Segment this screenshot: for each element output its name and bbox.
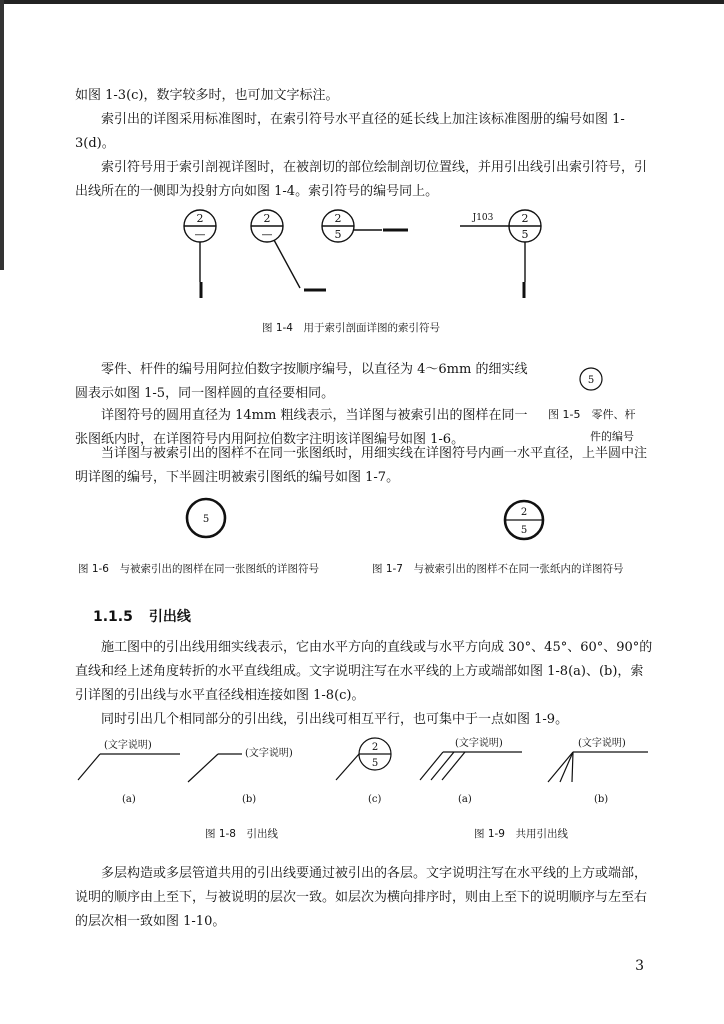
fig14-book-code: J103 [472, 213, 494, 223]
fig18-sub-b: (b) [242, 794, 257, 805]
figure-1-8-caption: 图 1-8 引出线 [205, 828, 278, 840]
paragraph-2: 索引出的详图采用标准图时，在索引符号水平直径的延长线上加注该标准图册的编号如图 1-3(d)。 [75, 112, 625, 151]
fig19-sub-b: (b) [594, 794, 609, 805]
fig18-sub-a: (a) [122, 794, 136, 805]
fig15-num: 5 [587, 375, 595, 386]
fig14-num-3b: 5 [334, 228, 342, 241]
fig18-b-label: (文字说明) [245, 748, 293, 759]
scan-left-border [0, 0, 4, 270]
figure-1-4 [170, 200, 570, 310]
section-number: 1.1.5 [93, 609, 133, 625]
figure-1-6-caption: 图 1-6 与被索引出的图样在同一张图纸的详图符号 [78, 563, 319, 575]
paragraph-6: 当详图与被索引出的图样不在同一张图纸时，用细实线在详图符号内画一水平直径，上半圆中注明详图的编号，下半圆注明被索引图纸的编号如图 1-7。 [75, 446, 648, 485]
figure-1-7-caption: 图 1-7 与被索引出的图样不在同一张纸内的详图符号 [372, 563, 624, 575]
fig15-caption-line2: 件的编号 [590, 430, 634, 443]
fig17-top: 2 [520, 507, 528, 518]
fig19-sub-a: (a) [458, 794, 472, 805]
section-heading [93, 606, 191, 626]
figure-1-5 [578, 366, 604, 392]
section-title: 引出线 [148, 609, 191, 625]
paragraph-5: 详图符号的圆用直径为 14mm 粗线表示，当详图与被索引出的图样在同一张图纸内时，在详图符号内用阿拉伯数字注明该详图编号如图 1-6。 [75, 408, 528, 447]
fig18-circle-bottom: 5 [371, 758, 379, 769]
fig19-a-label: (文字说明) [455, 738, 503, 749]
fig18-sub-c: (c) [368, 794, 382, 805]
fig18-circle-top: 2 [371, 742, 379, 753]
fig19-b-label: (文字说明) [578, 738, 626, 749]
fig15-caption-line1: 图 1-5 零件、杆 [548, 408, 636, 421]
fig18-a-label: (文字说明) [104, 740, 152, 751]
fig14-num-1: 2 [196, 212, 204, 225]
figure-1-4-caption: 图 1-4 用于索引剖面详图的索引符号 [262, 322, 440, 334]
fig14-dash-2: — [261, 228, 273, 241]
figure-1-8-1-9 [70, 730, 660, 810]
paragraph-3: 索引符号用于索引剖视详图时，在被剖切的部位绘制剖切位置线，并用引出线引出索引符号，引出线所在的一侧即为投射方向如图 1-4。索引符号的编号同上。 [75, 160, 648, 199]
scan-top-border [0, 0, 724, 4]
figure-1-7 [500, 496, 548, 544]
paragraph-8: 同时引出几个相同部分的引出线，引出线可相互平行，也可集中于一点如图 1-9。 [101, 712, 569, 727]
paragraph-1: 如图 1-3(c)，数字较多时，也可加文字标注。 [75, 88, 339, 103]
fig17-bottom: 5 [520, 525, 528, 536]
fig14-num-3: 2 [334, 212, 342, 225]
page-number: 3 [635, 958, 644, 974]
fig14-num-4b: 5 [521, 228, 529, 241]
figure-1-5-caption [548, 404, 635, 448]
fig14-num-2: 2 [263, 212, 271, 225]
figure-1-6 [184, 496, 228, 540]
figure-1-9-caption: 图 1-9 共用引出线 [474, 828, 568, 840]
paragraph-7: 施工图中的引出线用细实线表示，它由水平方向的直线或与水平方向成 30°、45°、60°、90°的直线和经上述角度转折的水平直线组成。文字说明注写在水平线的上方或端部如图 1-8(a)、(b)，索引详图的引出线与水平直径线相连接如图 1-8(c)。 [75, 640, 653, 703]
fig14-dash-1: — [194, 228, 206, 241]
paragraph-4: 零件、杆件的编号用阿拉伯数字按顺序编号，以直径为 4～6mm 的细实线圆表示如图 1-5，同一图样圆的直径要相同。 [75, 362, 528, 401]
fig16-num: 5 [202, 514, 210, 525]
paragraph-9: 多层构造或多层管道共用的引出线要通过被引出的各层。文字说明注写在水平线的上方或端部，说明的顺序由上至下，与被说明的层次一致。如层次为横向排序时，则由上至下的说明顺序与左至右的层次相一致如图 1-10。 [75, 866, 648, 929]
fig14-num-4: 2 [521, 212, 529, 225]
